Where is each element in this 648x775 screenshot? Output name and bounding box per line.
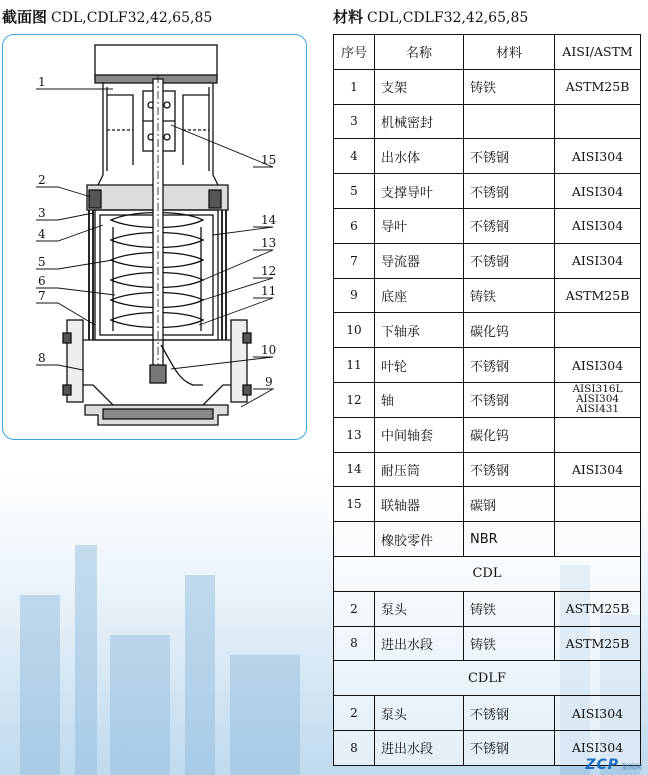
cell-no: 9 (334, 278, 375, 313)
table-row (334, 278, 641, 313)
cell-no: 11 (334, 348, 375, 383)
callout-4: 4 (38, 227, 46, 241)
cell-no: 1 (334, 69, 375, 104)
table-row (334, 382, 641, 417)
cell-standard: ASTM25B (555, 278, 641, 313)
cell-no: 15 (334, 487, 375, 522)
standard-line: AISI431 (575, 403, 620, 416)
cell-material: 碳钢 (464, 487, 555, 522)
cell-name: 支撑导叶 (375, 174, 464, 209)
pump-cross-section-diagram (2, 34, 307, 440)
group-label-cdl: CDL (334, 556, 641, 591)
table-row (334, 104, 641, 139)
section-title-materials (333, 7, 528, 27)
table-row (334, 522, 641, 557)
cell-name: 下轴承 (375, 313, 464, 348)
standard-multiline (572, 384, 622, 414)
cell-no: 4 (334, 139, 375, 174)
cell-standard: ASTM25B (555, 591, 641, 626)
cell-standard: AISI304 (555, 139, 641, 174)
cell-name: 进出水段 (375, 730, 464, 765)
cell-no: 10 (334, 313, 375, 348)
callout-2: 2 (38, 173, 46, 187)
cell-material: 铸铁 (464, 69, 555, 104)
cell-material: 不锈钢 (464, 243, 555, 278)
cell-no: 3 (334, 104, 375, 139)
cell-name: 中间轴套 (375, 417, 464, 452)
cell-material: NBR (464, 522, 555, 557)
cell-material: 铸铁 (464, 278, 555, 313)
callout-3: 3 (38, 206, 46, 220)
callout-13: 13 (261, 236, 277, 250)
cell-material: 不锈钢 (464, 730, 555, 765)
cell-name: 支架 (375, 69, 464, 104)
cell-name: 导叶 (375, 208, 464, 243)
cell-material: 铸铁 (464, 626, 555, 661)
cell-standard: AISI304 (555, 696, 641, 731)
cell-no: 2 (334, 591, 375, 626)
callout-11: 11 (261, 284, 277, 298)
callout-14: 14 (261, 213, 277, 227)
callout-5: 5 (38, 255, 46, 269)
cell-material: 不锈钢 (464, 696, 555, 731)
cell-standard: AISI304 (555, 730, 641, 765)
watermark-logo (585, 757, 642, 773)
section-title-cn: 截面图 (2, 8, 48, 26)
header-no: 序号 (334, 35, 375, 70)
cell-standard: AISI304 (555, 174, 641, 209)
table-row (334, 591, 641, 626)
cell-material: 不锈钢 (464, 348, 555, 383)
cell-material: 不锈钢 (464, 174, 555, 209)
section-title-cn: 材料 (333, 8, 364, 26)
cell-standard (555, 382, 641, 417)
logo-subtext: 泵阀网 (621, 763, 642, 771)
lower-bearing (150, 365, 166, 383)
table-row (334, 174, 641, 209)
pump-drawing (3, 35, 307, 440)
callout-7: 7 (38, 289, 46, 303)
cell-standard: ASTM25B (555, 69, 641, 104)
cell-no: 2 (334, 696, 375, 731)
cell-name: 联轴器 (375, 487, 464, 522)
cell-no: 12 (334, 382, 375, 417)
cell-material: 碳化钨 (464, 417, 555, 452)
cell-no: 7 (334, 243, 375, 278)
section-title-en: CDL,CDLF32,42,65,85 (51, 10, 213, 26)
table-row (334, 313, 641, 348)
motor-mount-plate (95, 45, 217, 79)
cell-name: 机械密封 (375, 104, 464, 139)
cell-name: 叶轮 (375, 348, 464, 383)
callout-12: 12 (261, 264, 277, 278)
table-row (334, 696, 641, 731)
cell-material: 不锈钢 (464, 382, 555, 417)
header-standard: AISI/ASTM (555, 35, 641, 70)
table-row (334, 139, 641, 174)
table-row (334, 69, 641, 104)
cell-material: 碳化钨 (464, 313, 555, 348)
tie-bolt-right (222, 210, 226, 340)
table-row (334, 417, 641, 452)
cell-name: 进出水段 (375, 626, 464, 661)
cell-material: 不锈钢 (464, 208, 555, 243)
cell-standard: AISI304 (555, 208, 641, 243)
standard-line: AISI316L (572, 383, 623, 396)
table-row (334, 243, 641, 278)
callout-9: 9 (265, 375, 273, 389)
materials-table (333, 34, 641, 766)
cell-name: 底座 (375, 278, 464, 313)
group-label-cdlf: CDLF (334, 661, 641, 696)
cell-no: 6 (334, 208, 375, 243)
cell-standard: AISI304 (555, 243, 641, 278)
cell-no: 8 (334, 626, 375, 661)
group-header-cdl (334, 556, 641, 591)
cell-standard (555, 487, 641, 522)
table-row (334, 208, 641, 243)
cell-standard: AISI304 (555, 452, 641, 487)
cell-name: 轴 (375, 382, 464, 417)
table-row (334, 348, 641, 383)
cell-name: 泵头 (375, 591, 464, 626)
section-title-en: CDL,CDLF32,42,65,85 (367, 10, 529, 26)
cell-name: 泵头 (375, 696, 464, 731)
cell-standard (555, 522, 641, 557)
group-header-cdlf (334, 661, 641, 696)
standard-line: AISI304 (575, 393, 620, 406)
cell-standard (555, 313, 641, 348)
cell-no: 5 (334, 174, 375, 209)
cell-material: 不锈钢 (464, 452, 555, 487)
cell-material (464, 104, 555, 139)
logo-text: ZCP (585, 757, 619, 773)
table-row (334, 487, 641, 522)
callout-15: 15 (261, 153, 277, 167)
cell-no: 14 (334, 452, 375, 487)
table-row (334, 452, 641, 487)
cell-no (334, 522, 375, 557)
cell-standard (555, 104, 641, 139)
callout-6: 6 (38, 274, 46, 288)
callout-1: 1 (38, 75, 46, 89)
cell-no: 8 (334, 730, 375, 765)
cell-name: 导流器 (375, 243, 464, 278)
cell-name: 耐压筒 (375, 452, 464, 487)
table-row (334, 626, 641, 661)
header-material: 材料 (464, 35, 555, 70)
cell-no: 13 (334, 417, 375, 452)
cell-standard: ASTM25B (555, 626, 641, 661)
cell-standard (555, 417, 641, 452)
callout-10: 10 (261, 343, 277, 357)
section-title-sectional-view (2, 7, 212, 27)
cell-name: 出水体 (375, 139, 464, 174)
cell-material: 铸铁 (464, 591, 555, 626)
cell-name: 橡胶零件 (375, 522, 464, 557)
table-header-row (334, 35, 641, 70)
header-name: 名称 (375, 35, 464, 70)
callout-8: 8 (38, 351, 46, 365)
cell-standard: AISI304 (555, 348, 641, 383)
cell-material: 不锈钢 (464, 139, 555, 174)
